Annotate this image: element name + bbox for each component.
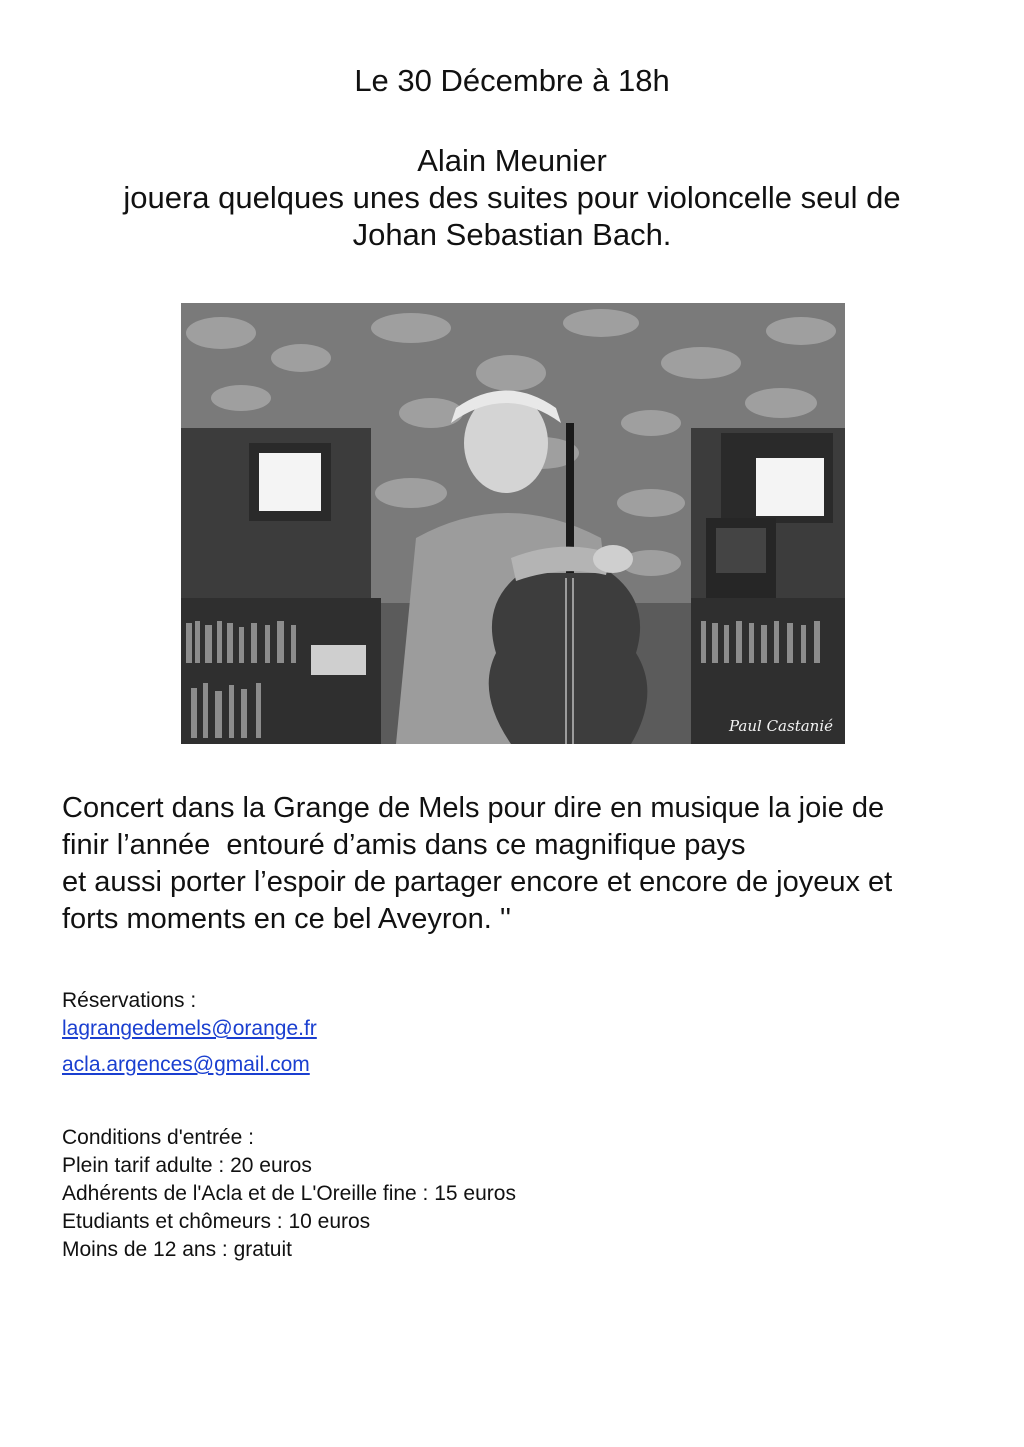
reservations-section: [62, 987, 317, 1079]
performer-block: [0, 142, 1024, 254]
description-line: finir l’année entouré d’amis dans ce magnifique pays: [62, 829, 746, 861]
event-date: Le 30 Décembre à 18h: [354, 63, 670, 98]
conditions-section: [62, 1124, 516, 1264]
description-line: forts moments en ce bel Aveyron. '': [62, 903, 511, 935]
email-link-orange[interactable]: lagrangedemels@orange.fr: [62, 1017, 317, 1040]
event-description: [62, 790, 982, 938]
cellist-photo: [181, 303, 845, 744]
program-line-2: Johan Sebastian Bach.: [352, 217, 672, 253]
email-link-gmail[interactable]: acla.argences@gmail.com: [62, 1053, 310, 1076]
conditions-label: Conditions d'entrée :: [62, 1126, 254, 1149]
description-line: et aussi porter l’espoir de partager encore et encore de joyeux et: [62, 866, 893, 898]
price-item: Moins de 12 ans : gratuit: [62, 1238, 292, 1261]
program-line-1: jouera quelques unes des suites pour violoncelle seul de: [123, 180, 901, 216]
performer-name: Alain Meunier: [417, 143, 607, 178]
price-item: Etudiants et chômeurs : 10 euros: [62, 1210, 371, 1233]
reservations-label: Réservations :: [62, 989, 197, 1012]
price-item: Adhérents de l'Acla et de L'Oreille fine : 15 euros: [62, 1182, 516, 1205]
description-line: Concert dans la Grange de Mels pour dire en musique la joie de: [62, 792, 885, 824]
photographer-signature: Paul Castanié: [728, 717, 833, 736]
price-item: Plein tarif adulte : 20 euros: [62, 1154, 312, 1177]
